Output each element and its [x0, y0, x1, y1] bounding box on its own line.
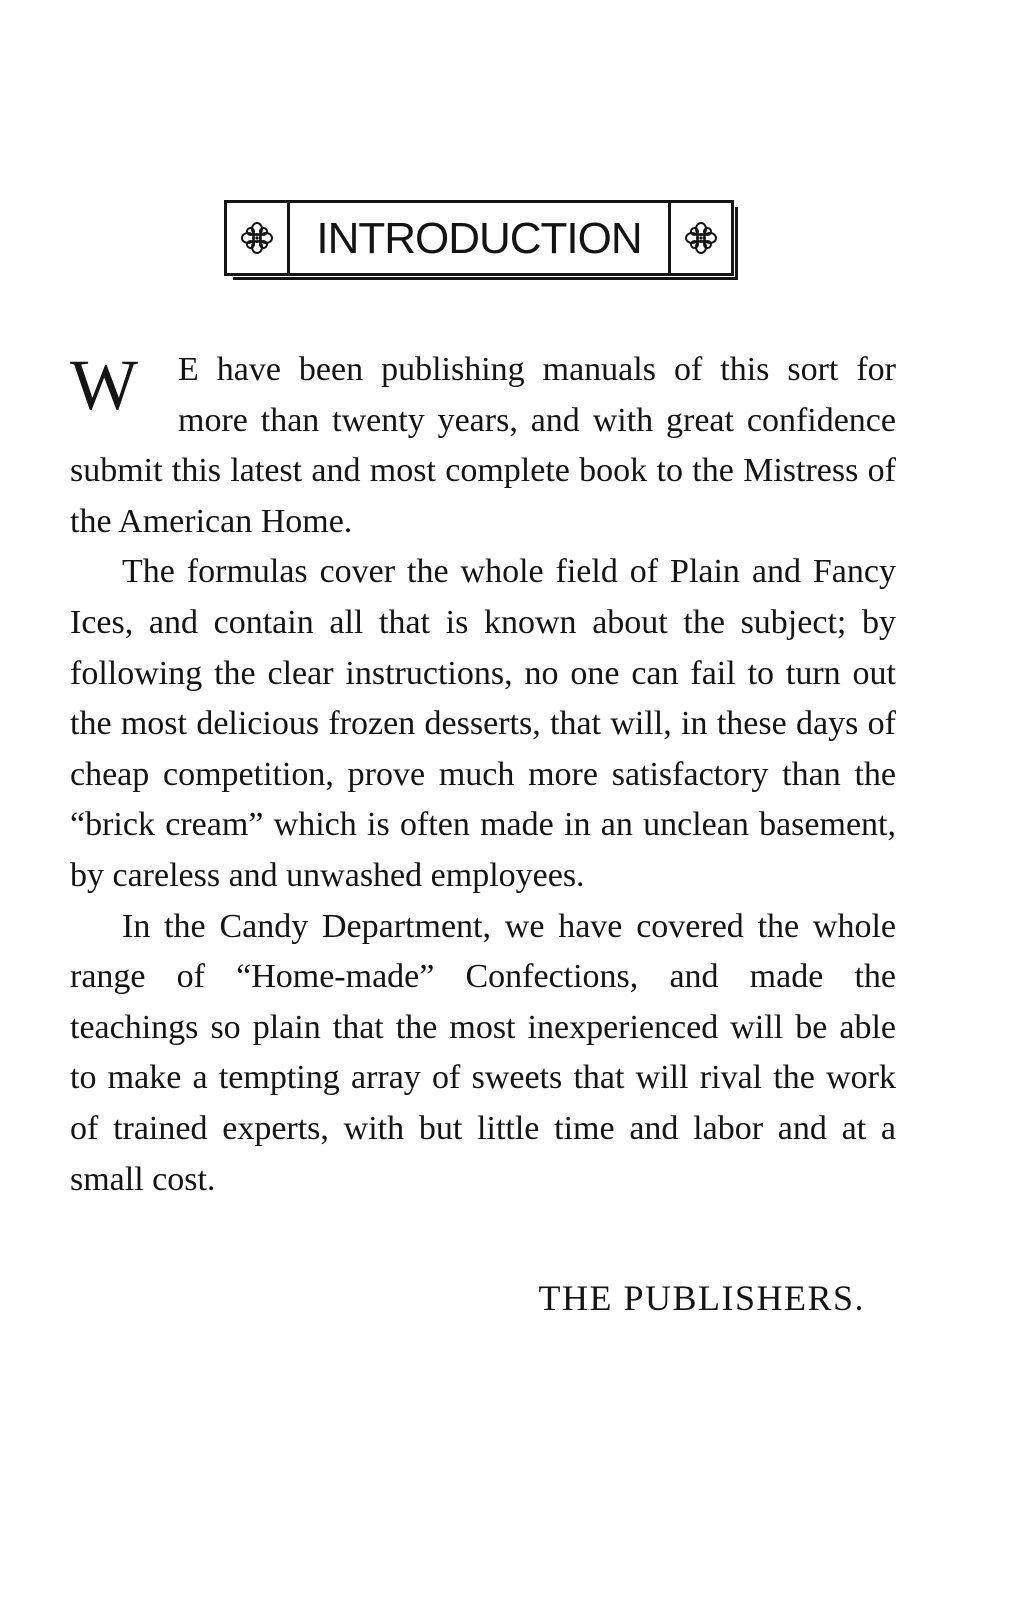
page-title: INTRODUCTION [316, 214, 642, 263]
paragraph-2: The formulas cover the whole field of Plain and Fancy Ices, and contain all that is known about the subject; by following the clear instructions, no one can fail to turn out the most delicious frozen desserts, that will, in these days of cheap competition, prove much more satisfactory than the “brick cream” which is often made in an unclean basement, by careless and unwashed employees. [70, 553, 896, 894]
paragraph-1-text: E have been publishing manuals of this sort for more than twenty years, and with great confidence submit this latest and most complete book to the Mistress of the American Home. [70, 351, 896, 540]
title-box [224, 200, 734, 276]
drop-cap: W [70, 345, 138, 425]
right-ornament-cell [668, 203, 731, 273]
paragraph-3: In the Candy Department, we have covered the whole range of “Home-made” Confections, and made the teachings so plain that the most inexperienced will be able to make a tempting array of sweets that will rival the work of trained experts, with but little time and labor and at a small cost. [70, 907, 896, 1198]
left-ornament-cell [227, 203, 290, 273]
signature: THE PUBLISHERS. [538, 1278, 865, 1318]
paragraph-1 [70, 345, 896, 547]
introduction-body [70, 345, 896, 1205]
floral-ornament-icon [684, 221, 718, 255]
floral-ornament-icon [240, 221, 274, 255]
